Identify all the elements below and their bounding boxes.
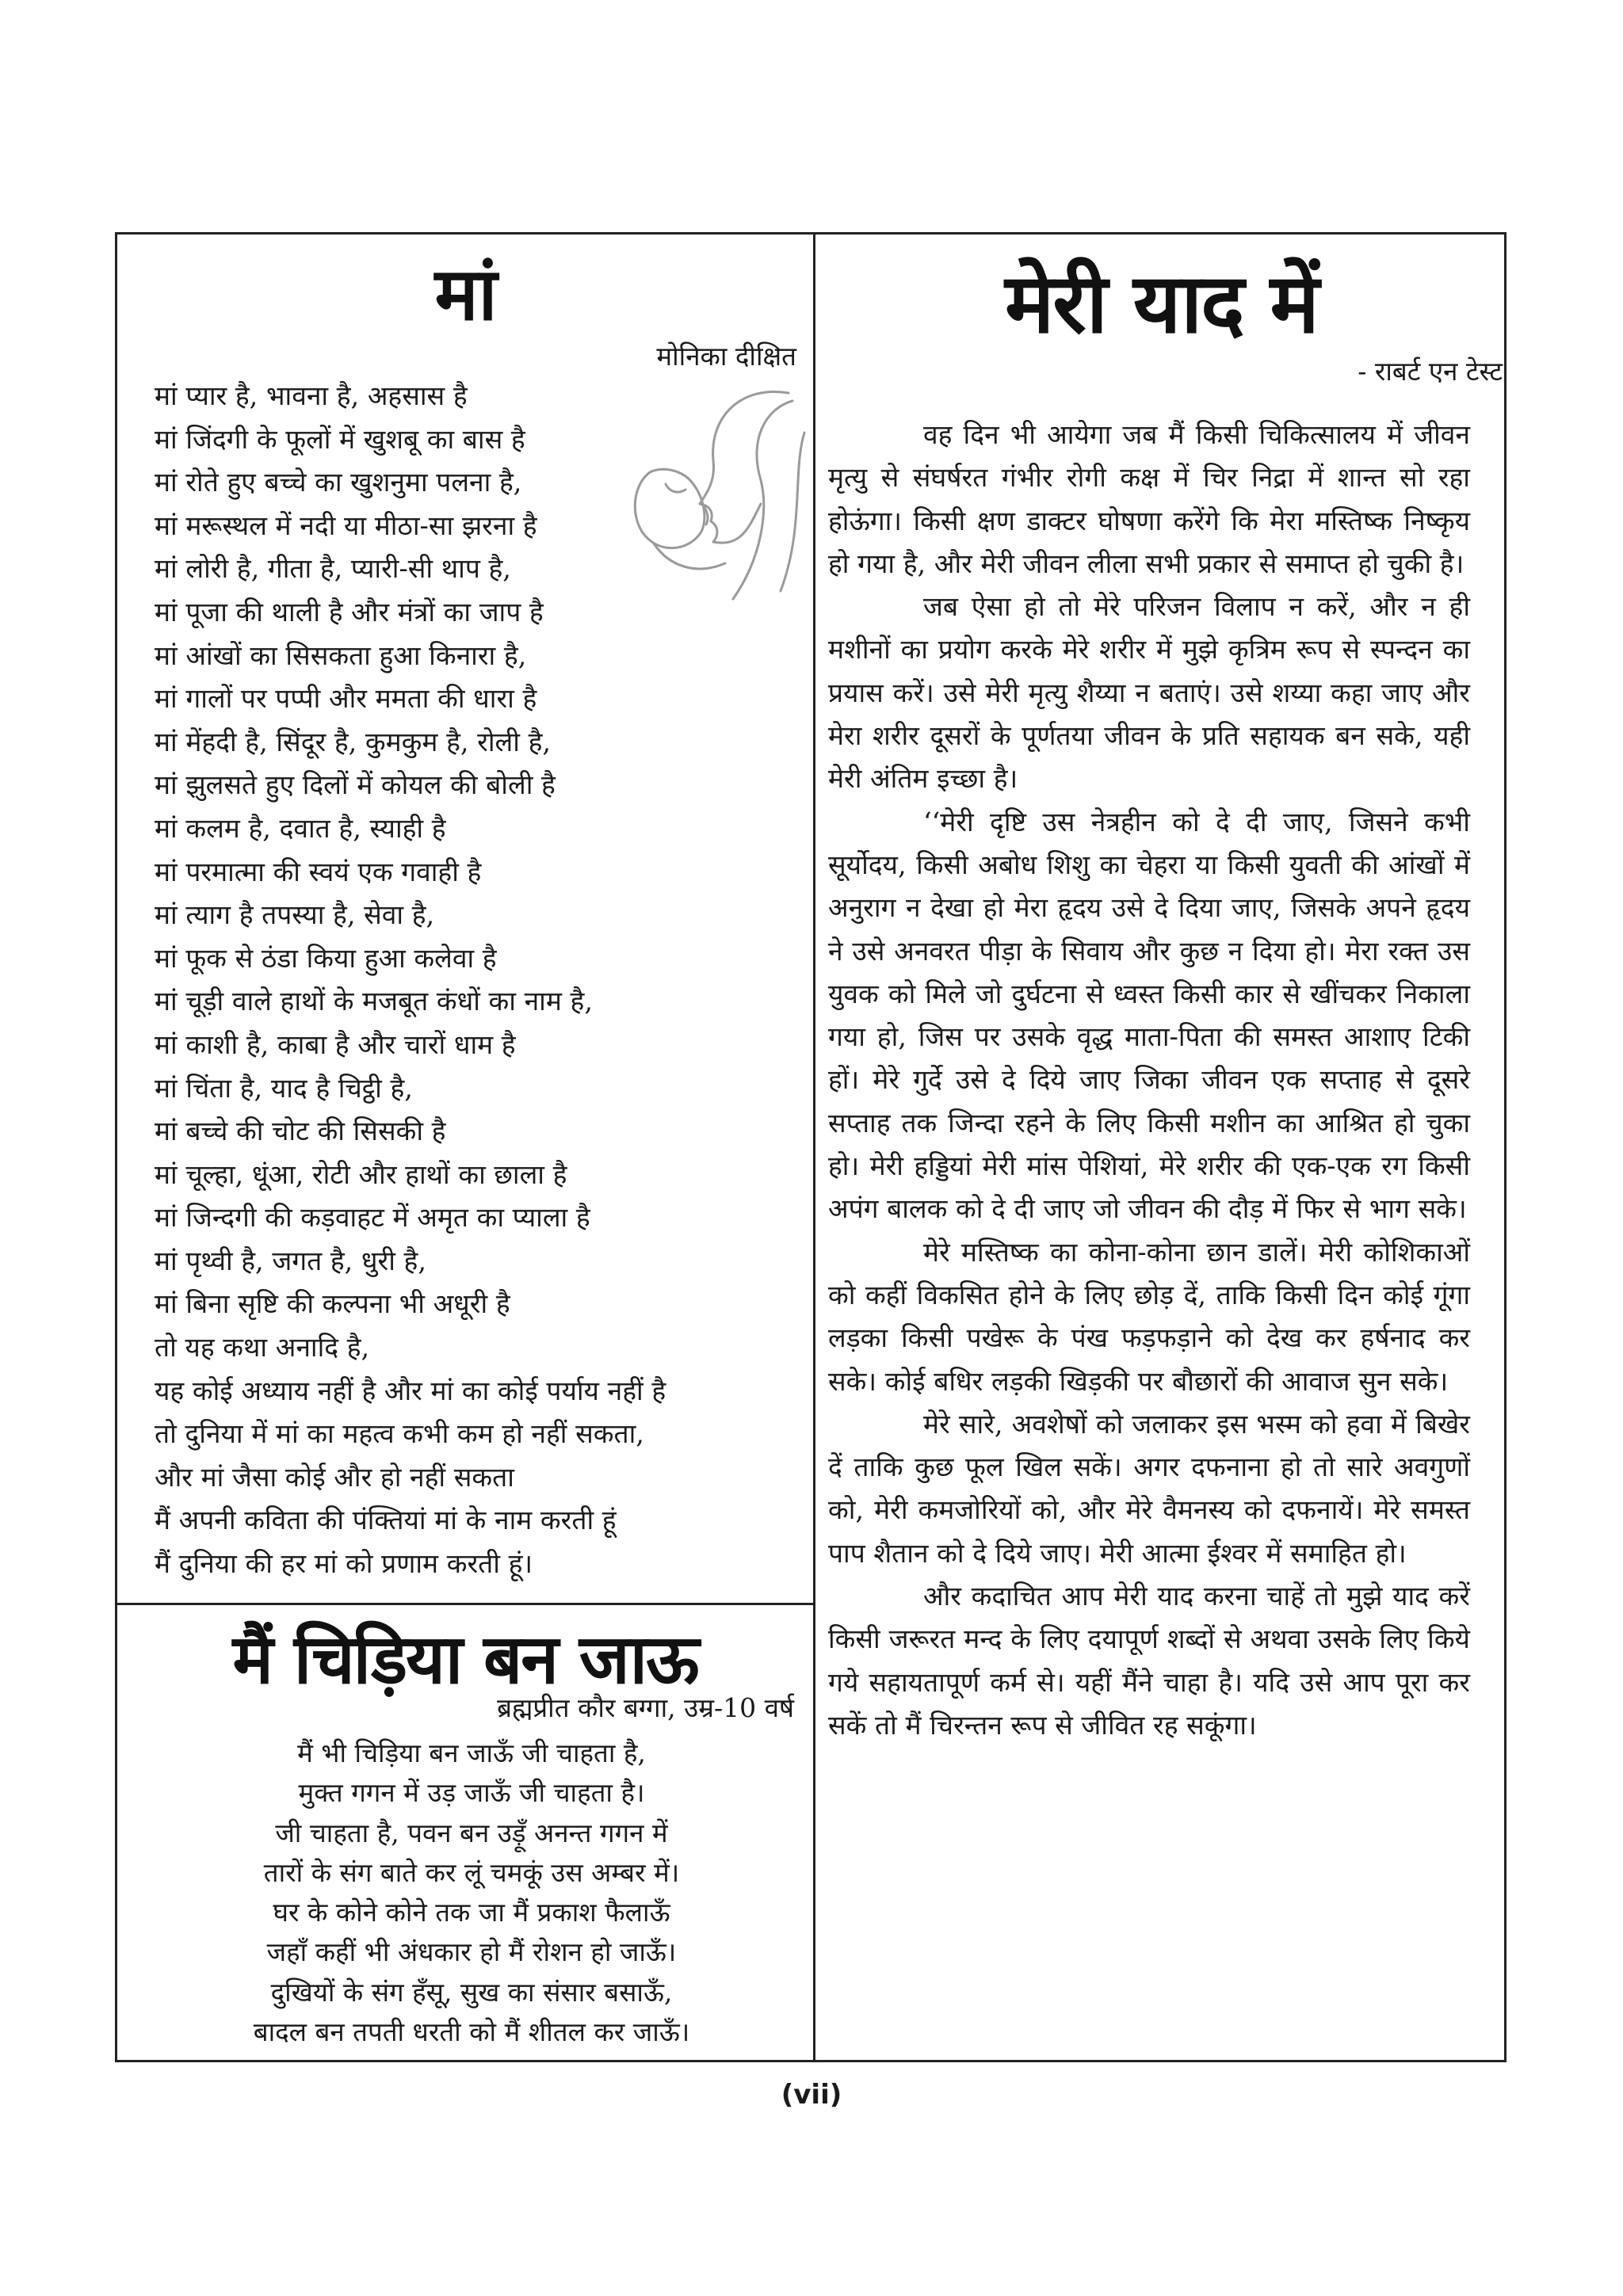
article-paragraph: और कदाचित आप मेरी याद करना चाहें तो मुझे याद करें किसी जरूरत मन्द के लिए दयापूर्ण शब्दों से अथवा उसके लिए किये गये सहायतापूर्ण कर्म से। यहीं मैंने चाहा है। यदि उसे आप पूरा कर सकें तो मैं चिरन्तन रूप से जीवित रह सकूंगा। xyxy=(828,1581,1470,1741)
poem-maa xyxy=(155,375,666,1586)
poem-line: मां परमात्मा की स्वयं एक गवाही है xyxy=(155,856,482,887)
poem-divider xyxy=(115,1603,814,1605)
article-paragraph: मेरे सारे, अवशेषों को जलाकर इस भस्म को हवा में बिखेर दें ताकि कुछ फूल खिल सकें। अगर दफनाना हो तो सारे अवगुणों को, मेरी कमजोरियों को, और मेरे वैमनस्य को दफनायें। मेरे समस्त पाप शैतान को दे दिये जाए। मेरी आत्मा ईश्वर में समाहित हो। xyxy=(828,1408,1470,1569)
poem-line: मां पूजा की थाली है और मंत्रों का जाप है xyxy=(155,596,544,627)
poem-line: मां चिंता है, याद है चिट्ठी है, xyxy=(155,1072,413,1104)
page-number: (vii) xyxy=(781,2079,842,2111)
poem-line: मां मेंहदी है, सिंदूर है, कुमकुम है, रोली है, xyxy=(155,726,552,757)
poem-line: जी चाहता है, पवन बन उड़ूँ अनन्त गगन में xyxy=(275,1817,668,1848)
poem-line: मैं दुनिया की हर मां को प्रणाम करती हूं। xyxy=(155,1548,533,1580)
poem-line: मां जिन्दगी की कड़वाहट में अमृत का प्याला है xyxy=(155,1202,590,1234)
poem-line: तारों के संग बाते कर लूं चमकूं उस अम्बर में। xyxy=(263,1856,680,1888)
poem-title-chidiya: मैं चिड़िया बन जाऊ xyxy=(232,1620,698,1699)
poem-line: मां रोते हुए बच्चे का खुशनुमा पलना है, xyxy=(155,467,522,498)
poem-line: मां पृथ्वी है, जगत है, धुरी है, xyxy=(155,1245,426,1276)
article-paragraph: ‘‘मेरी दृष्टि उस नेत्रहीन को दे दी जाए, जिसने कभी सूर्योदय, किसी अबोध शिशु का चेहरा या किसी युवती की आंखों में अनुराग न देखा हो मेरा हृदय उसे दे दिया जाए, जिसके अपने हृदय ने उसे अनवरत पीड़ा के सिवाय और कुछ न दिया हो। मेरा रक्त उस युवक को मिले जो दुर्घटना से ध्वस्त किसी कार से खींचकर निकाला गया हो, जिस पर उसके वृद्ध माता-पिता की समस्त आशाए टिकी हों। मेरे गुर्दे उसे दे दिये जाए जिका जीवन एक सप्ताह से दूसरे सप्ताह तक जिन्दा रहने के लिए किसी मशीन का आश्रित हो चुका हो। मेरी हड्डियां मेरी मांस पेशियां, मेरे शरीर की एक-एक रग किसी अपंग बालक को दे दी जाए जो जीवन की दौड़ में फिर से भाग सके। xyxy=(828,806,1470,1225)
poem-author-maa: मोनिका दीक्षित xyxy=(656,341,796,372)
poem-line: मां प्यार है, भावना है, अहसास है xyxy=(155,380,468,411)
poem-line: मां कलम है, दवात है, स्याही है xyxy=(155,812,446,844)
article-paragraph: मेरे मस्तिष्क का कोना-कोना छान डालें। मेरी कोशिकाओं को कहीं विकसित होने के लिए छोड़ दें, ताकि किसी दिन कोई गूंगा लड़का किसी पखेरू के पंख फड़फड़ाने को देख कर हर्षनाद कर सके। कोई बधिर लड़की खिड़की पर बौछारों की आवाज सुन सके। xyxy=(828,1236,1470,1397)
poem-line: मां बिना सृष्टि की कल्पना भी अधूरी है xyxy=(155,1288,510,1320)
poem-line: और मां जैसा कोई और हो नहीं सकता xyxy=(155,1461,514,1493)
poem-line: मां काशी है, काबा है और चारों धाम है xyxy=(155,1028,516,1060)
poem-chidiya xyxy=(158,1733,785,2052)
article-paragraph: वह दिन भी आयेगा जब मैं किसी चिकित्सालय में जीवन मृत्यु से संघर्षरत गंभीर रोगी कक्ष में चिर निद्रा में शान्त सो रहा होऊंगा। किसी क्षण डाक्टर घोषणा करेंगे कि मेरा मस्तिष्क निष्कृय हो गया है, और मेरी जीवन लीला सभी प्रकार से समाप्त हो चुकी है। xyxy=(828,419,1470,579)
poem-line: मां जिंदगी के फूलों में खुशबू का बास है xyxy=(155,423,525,455)
poem-line: मां मरूस्थल में नदी या मीठा-सा झरना है xyxy=(155,509,537,541)
column-divider xyxy=(813,232,815,2062)
article-title-meri-yaad: मेरी याद में xyxy=(1005,255,1318,352)
article-author: - राबर्ट एन टेस्ट xyxy=(1358,356,1503,387)
poem-line: मैं भी चिड़िया बन जाऊँ जी चाहता है, xyxy=(297,1737,646,1768)
poem-line: मां फूक से ठंडा किया हुआ कलेवा है xyxy=(155,942,497,974)
poem-title-maa: मां xyxy=(434,252,496,337)
poem-line: मां चूड़ी वाले हाथों के मजबूत कंधों का नाम है, xyxy=(155,986,593,1017)
poem-line: यह कोई अध्याय नहीं है और मां का कोई पर्याय नहीं है xyxy=(155,1375,666,1406)
poem-line: मां लोरी है, गीता है, प्यारी-सी थाप है, xyxy=(155,553,511,585)
poem-line: तो यह कथा अनादि है, xyxy=(155,1332,370,1363)
poem-line: मां आंखों का सिसकता हुआ किनारा है, xyxy=(155,639,527,671)
article-body xyxy=(828,414,1470,1747)
poem-author-chidiya: ब्रह्मप्रीत कौर बग्गा, उम्र-10 वर्ष xyxy=(497,1692,794,1723)
article-paragraph: जब ऐसा हो तो मेरे परिजन विलाप न करें, और न ही मशीनों का प्रयोग करके मेरे शरीर में मुझे कृत्रिम रूप से स्पन्दन का प्रयास करें। उसे मेरी मृत्यु शैय्या न बताएं। उसे शय्या कहा जाए और मेरा शरीर दूसरों के पूर्णतया जीवन के प्रति सहायक बन सके, यही मेरी अंतिम इच्छा है। xyxy=(828,591,1470,795)
poem-line: मां गालों पर पप्पी और ममता की धारा है xyxy=(155,683,537,715)
poem-line: मां चूल्हा, धूंआ, रोटी और हाथों का छाला है xyxy=(155,1158,567,1190)
poem-line: तो दुनिया में मां का महत्व कभी कम हो नहीं सकता, xyxy=(155,1418,644,1450)
poem-line: दुखियों के संग हँसू, सुख का संसार बसाऊँ, xyxy=(270,1976,673,2008)
poem-line: मां त्याग है तपस्या है, सेवा है, xyxy=(155,899,435,931)
poem-line: मां झुलसते हुए दिलों में कोयल की बोली है xyxy=(155,769,556,801)
poem-line: मैं अपनी कविता की पंक्तियां मां के नाम करती हूं xyxy=(155,1505,617,1536)
poem-line: मुक्त गगन में उड़ जाऊँ जी चाहता है। xyxy=(298,1777,645,1809)
poem-line: घर के कोने कोने तक जा मैं प्रकाश फैलाऊँ xyxy=(273,1897,670,1928)
poem-line: मां बच्चे की चोट की सिसकी है xyxy=(155,1116,446,1147)
poem-line: जहाँ कहीं भी अंधकार हो मैं रोशन हो जाऊँ। xyxy=(266,1936,677,1968)
poem-line: बादल बन तपती धरती को मैं शीतल कर जाऊँ। xyxy=(253,2016,690,2048)
